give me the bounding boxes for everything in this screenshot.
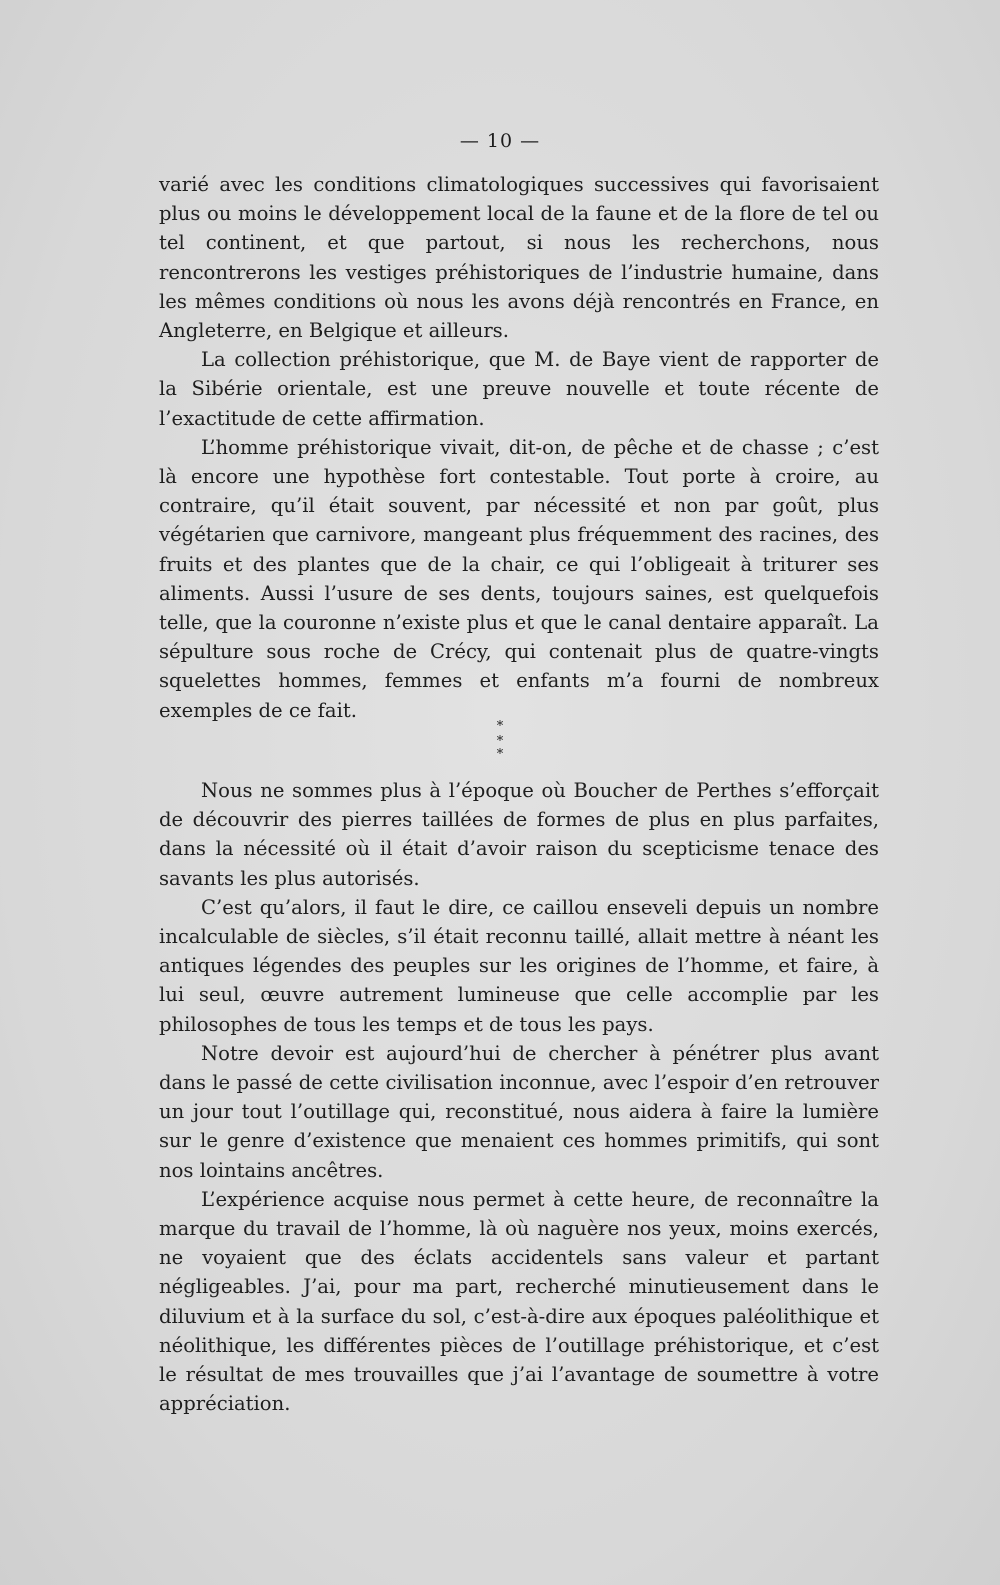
paragraph: Nous ne sommes plus à l’époque où Boucher de Perthes s’efforçait de découvrir des pierres taillées de formes de plus en plus parfaites, dans la nécessité où il était d’avoir raison du scepticisme tenace des savants les plus autorisés.: [159, 779, 879, 890]
paragraph: C’est qu’alors, il faut le dire, ce caillou enseveli depuis un nombre incalculable de siècles, s’il était reconnu taillé, allait mettre à néant les antiques légendes des peuples sur les origines de l’homme, et faire, à lui seul, œuvre autrement lumineuse que celle accomplie par les philosophes de tous les temps et de tous les pays.: [159, 895, 879, 1036]
asterism-top: *: [496, 719, 504, 734]
text-block-lower: [159, 776, 879, 1418]
paragraph: L’homme préhistorique vivait, dit-on, de pêche et de chasse ; c’est là encore une hypothèse fort contestable. Tout porte à croire, au contraire, qu’il était souvent, par nécessité et non par goût, plus végétarien que carnivore, mangeant plus fréquemment des racines, des fruits et des plantes que de la chair, ce qui l’obligeait à triturer ses aliments. Aussi l’usure de ses dents, toujours saines, est quelquefois telle, que la couronne n’existe plus et que le canal dentaire apparaît. La sépulture sous roche de Crécy, qui contenait plus de quatre-vingts squelettes hommes, femmes et enfants m’a fourni de nombreux exemples de ce fait.: [159, 435, 879, 722]
asterism-separator: [480, 719, 520, 762]
paragraph: La collection préhistorique, que M. de Baye vient de rapporter de la Sibérie orientale, est une preuve nouvelle et toute récente de l’exactitude de cette affirmation.: [159, 348, 879, 430]
paragraph: L’expérience acquise nous permet à cette heure, de reconnaître la marque du travail de l’homme, là où naguère nos yeux, moins exercés, ne voyaient que des éclats accidentels sans valeur et partant négligeables. J’ai, pour ma part, recherché minutieusement dans le diluvium et à la surface du sol, c’est-à-dire aux époques paléolithique et néolithique, les différentes pièces de l’outillage préhistorique, et c’est le résultat de mes trouvailles que j’ai l’avantage de soumettre à votre appréciation.: [159, 1187, 879, 1416]
paragraph: Notre devoir est aujourd’hui de chercher à pénétrer plus avant dans le passé de cette civilisation inconnue, avec l’espoir d’en retrouver un jour tout l’outillage qui, reconstitué, nous aidera à faire la lumière sur le genre d’existence que menaient ces hommes primitifs, qui sont nos lointains ancêtres.: [159, 1041, 879, 1182]
text-block-upper: [159, 170, 879, 725]
asterism-bottom: * *: [496, 734, 514, 762]
paragraph: varié avec les conditions climatologiques successives qui favorisaient plus ou moins le développement local de la faune et de la flore de tel ou tel continent, et que partout, si nous les recherchons, nous rencontrerons les vestiges préhistoriques de l’industrie humaine, dans les mêmes conditions où nous les avons déjà rencontrés en France, en Angleterre, en Belgique et ailleurs.: [159, 173, 879, 343]
page-number: — 10 —: [459, 130, 541, 152]
